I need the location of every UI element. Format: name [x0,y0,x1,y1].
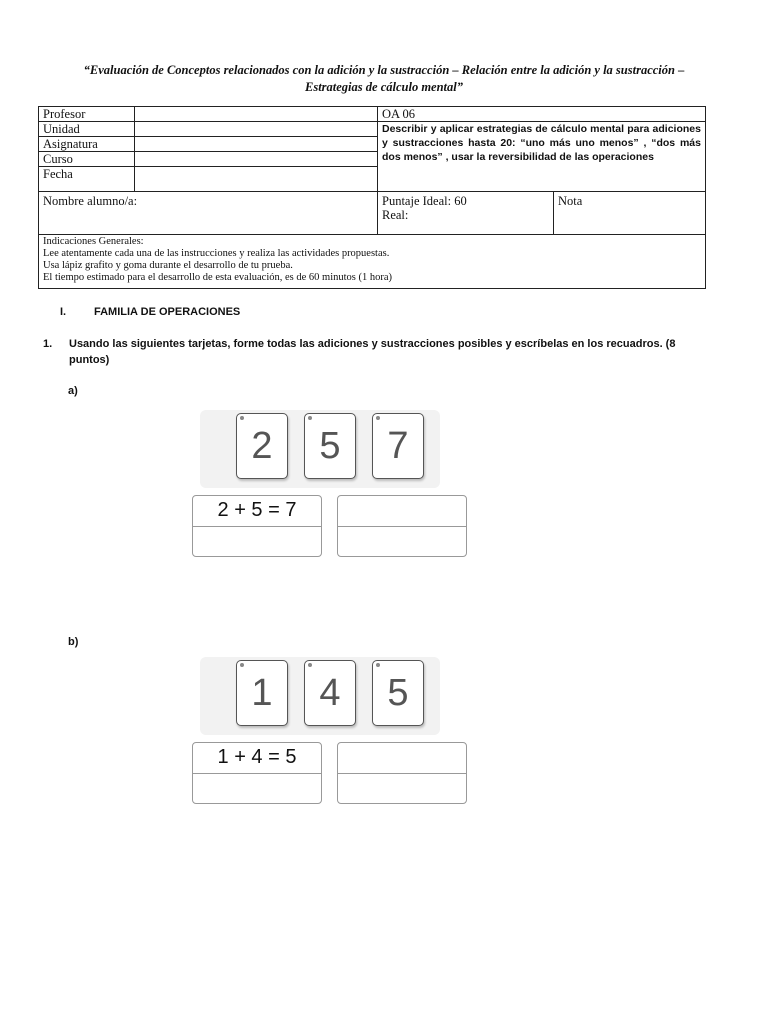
fecha-label: Fecha [39,167,135,192]
card-number: 5 [387,672,409,714]
card-pin-icon [376,416,380,420]
question-number: 1. [43,338,53,350]
unidad-label: Unidad [39,122,135,137]
number-card [236,413,288,479]
number-card [372,660,424,726]
score-cell [378,192,554,235]
card-number: 7 [387,425,409,467]
card-number: 2 [251,425,273,467]
grade-label: Nota [558,194,583,208]
answer-divider [193,773,321,774]
evaluation-title: “Evaluación de Conceptos relacionados con la adición y la sustracción – Relación entre la adición y la sustracción – Estrategias de cálculo mental” [83,63,685,94]
asignatura-field[interactable] [135,137,378,152]
answer-box-addition[interactable] [192,742,322,804]
instruction-line: El tiempo estimado para el desarrollo de esta evaluación, es de 60 minutos (1 hora) [43,272,393,283]
answer-box-subtraction[interactable] [337,742,467,804]
card-pin-icon [376,663,380,667]
exercise-a-label: a) [68,385,78,397]
student-name-label: Nombre alumno/a: [43,194,138,208]
exercise-b-label: b) [68,636,79,648]
card-number: 4 [319,672,341,714]
profesor-label: Profesor [39,107,135,122]
card-pin-icon [308,663,312,667]
exercise-a-cards [200,410,440,488]
grade-cell[interactable] [554,192,706,235]
ideal-score-label: Puntaje Ideal: 60 [382,194,467,208]
instruction-line: Lee atentamente cada una de las instrucciones y realiza las actividades propuestas. [43,248,390,259]
number-card [304,413,356,479]
number-card [372,413,424,479]
instruction-line: Usa lápiz grafito y goma durante el desarrollo de tu prueba. [43,260,293,271]
number-card [236,660,288,726]
question-text: Usando las siguientes tarjetas, forme todas las adiciones y sustracciones posibles y escríbelas en los recuadros. (8 puntos) [69,338,676,366]
instructions [39,235,706,289]
answer-divider [338,773,466,774]
card-pin-icon [240,416,244,420]
real-score-label: Real: [382,208,409,222]
curso-field[interactable] [135,152,378,167]
section-title: FAMILIA DE OPERACIONES [94,306,241,318]
fecha-field[interactable] [135,167,378,192]
answer-box-subtraction[interactable] [337,495,467,557]
curso-label: Curso [39,152,135,167]
exercise-b-cards [200,657,440,735]
question-1 [43,336,703,368]
number-card [304,660,356,726]
oa-code: OA 06 [378,107,706,122]
unidad-field[interactable] [135,122,378,137]
card-pin-icon [240,663,244,667]
card-number: 5 [319,425,341,467]
card-pin-icon [308,416,312,420]
asignatura-label: Asignatura [39,137,135,152]
instructions-heading: Indicaciones Generales: [43,236,144,247]
section-heading [60,306,240,318]
answer-divider [338,526,466,527]
student-name-field[interactable] [39,192,378,235]
example-equation: 2 + 5 = 7 [217,499,297,521]
profesor-field[interactable] [135,107,378,122]
answer-divider [193,526,321,527]
answer-box-addition[interactable] [192,495,322,557]
example-equation: 1 + 4 = 5 [217,746,297,768]
section-number: I. [60,306,67,318]
info-table [38,106,706,289]
oa-description: Describir y aplicar estrategias de cálculo mental para adiciones y sustracciones hasta 20: “uno más uno menos” , “dos más dos menos” , usar la reversibilidad de las operaciones [378,122,706,192]
card-number: 1 [251,672,273,714]
